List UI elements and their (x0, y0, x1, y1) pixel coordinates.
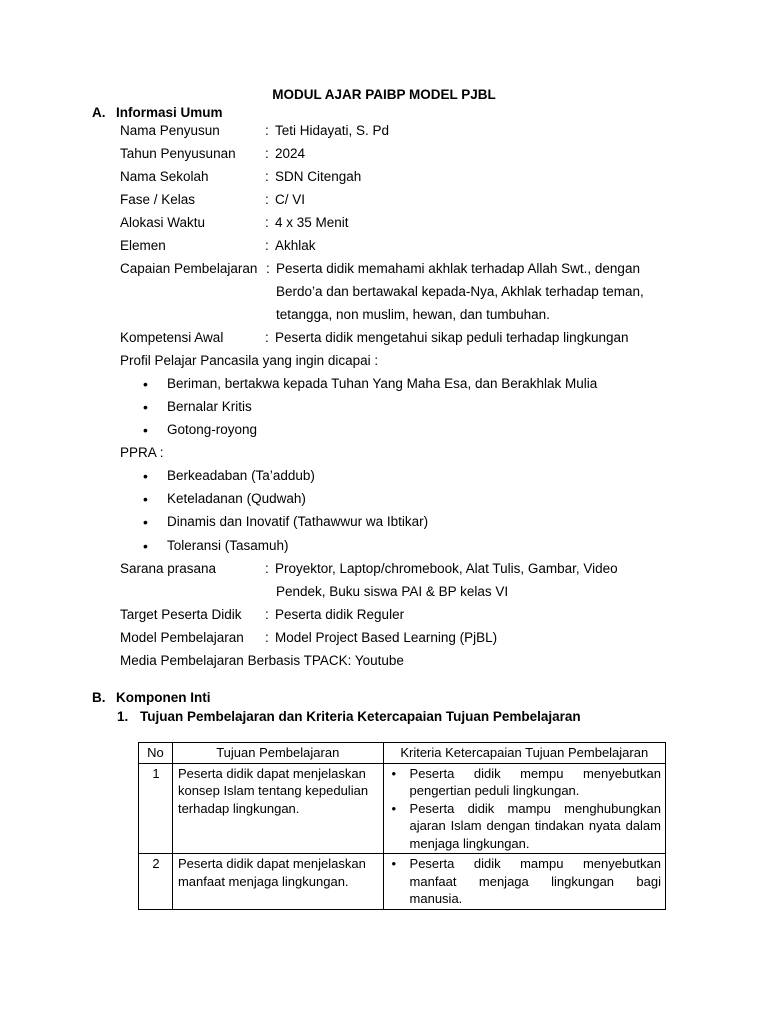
info-value-alokasi: 4 x 35 Menit (275, 215, 349, 230)
row-tujuan: Peserta didik dapat menjelaskan manfaat menjaga lingkungan. (172, 854, 383, 910)
ppra-item: Keteladanan (Qudwah) (167, 491, 306, 506)
tujuan-table (138, 742, 666, 910)
subsection-heading: Tujuan Pembelajaran dan Kriteria Ketercapaian Tujuan Pembelajaran (140, 709, 581, 724)
subsection-number: 1. (117, 709, 129, 724)
capaian-line-2: Berdo’a dan bertawakal kepada-Nya, Akhlak terhadap teman, (276, 284, 644, 299)
info-label-model: Model Pembelajaran (120, 630, 244, 645)
info-separator: : (265, 238, 269, 253)
bullet-icon: • (143, 422, 148, 438)
info-value-nama-penyusun: Teti Hidayati, S. Pd (275, 123, 390, 138)
info-value-fase-kelas: C/ VI (275, 192, 306, 207)
row-number: 1 (139, 763, 173, 854)
info-label-sekolah: Nama Sekolah (120, 169, 209, 184)
info-label-capaian: Capaian Pembelajaran (120, 261, 258, 276)
section-b-heading: Komponen Inti (116, 690, 211, 705)
bullet-icon: • (143, 491, 148, 507)
capaian-line-1: Peserta didik memahami akhlak terhadap Allah Swt., dengan (276, 261, 640, 276)
section-b-letter: B. (92, 690, 106, 705)
info-separator: : (265, 123, 269, 138)
info-separator: : (265, 215, 269, 230)
sarana-line-2: Pendek, Buku siswa PAI & BP kelas VI (276, 584, 509, 599)
ppra-item: Toleransi (Tasamuh) (167, 538, 289, 553)
ppra-item: Dinamis dan Inovatif (Tathawwur wa Ibtikar) (167, 514, 429, 529)
ppra-heading: PPRA : (120, 445, 164, 460)
table-row (139, 854, 666, 910)
header-no: No (139, 743, 173, 764)
bullet-icon: • (143, 514, 148, 530)
info-separator: : (265, 630, 269, 645)
section-a-heading: Informasi Umum (116, 105, 223, 120)
bullet-icon: • (143, 538, 148, 554)
info-label-alokasi: Alokasi Waktu (120, 215, 206, 230)
kriteria-item: • Peserta didik mempu menyebutkan pengertian peduli lingkungan. (389, 765, 661, 800)
info-value-tahun: 2024 (275, 146, 306, 161)
info-value-elemen: Akhlak (275, 238, 316, 253)
capaian-line-3: tetangga, non muslim, hewan, dan tumbuhan. (276, 307, 550, 322)
profil-item: Gotong-royong (167, 422, 258, 437)
row-kriteria (383, 854, 665, 910)
info-separator: : (265, 169, 269, 184)
info-separator: : (265, 561, 269, 576)
table-header-row (139, 743, 666, 764)
row-kriteria (383, 763, 665, 854)
ppra-item: Berkeadaban (Ta’addub) (167, 468, 315, 483)
profil-item: Beriman, bertakwa kepada Tuhan Yang Maha Esa, dan Berakhlak Mulia (167, 376, 598, 391)
info-separator: : (265, 607, 269, 622)
info-separator: : (265, 330, 269, 345)
info-value-kompetensi: Peserta didik mengetahui sikap peduli terhadap lingkungan (275, 330, 629, 345)
kriteria-item: • Peserta didik mampu menghubungkan ajaran Islam dengan tindakan nyata dalam menjaga lingkungan. (389, 800, 661, 853)
document-title: MODUL AJAR PAIBP MODEL PJBL (272, 87, 496, 102)
media-line: Media Pembelajaran Berbasis TPACK: Youtube (120, 653, 404, 668)
table-row (139, 763, 666, 854)
bullet-icon: • (143, 376, 148, 392)
profil-heading: Profil Pelajar Pancasila yang ingin dicapai : (120, 353, 379, 368)
info-label-nama-penyusun: Nama Penyusun (120, 123, 220, 138)
sarana-line-1: Proyektor, Laptop/chromebook, Alat Tulis, Gambar, Video (275, 561, 618, 576)
bullet-icon: • (143, 399, 148, 415)
info-label-sarana: Sarana prasana (120, 561, 217, 576)
section-a-letter: A. (92, 105, 106, 120)
row-number: 2 (139, 854, 173, 910)
info-separator: : (265, 192, 269, 207)
info-label-kompetensi: Kompetensi Awal (120, 330, 224, 345)
info-separator: : (266, 261, 270, 276)
bullet-icon: • (143, 468, 148, 484)
info-value-model: Model Project Based Learning (PjBL) (275, 630, 498, 645)
info-label-tahun: Tahun Penyusunan (120, 146, 236, 161)
info-label-fase-kelas: Fase / Kelas (120, 192, 196, 207)
info-label-elemen: Elemen (120, 238, 166, 253)
info-value-sekolah: SDN Citengah (275, 169, 362, 184)
info-separator: : (265, 146, 269, 161)
kriteria-item: • Peserta didik mampu menyebutkan manfaat menjaga lingkungan bagi manusia. (389, 855, 661, 908)
profil-item: Bernalar Kritis (167, 399, 252, 414)
header-tujuan: Tujuan Pembelajaran (172, 743, 383, 764)
info-label-target: Target Peserta Didik (120, 607, 242, 622)
row-tujuan: Peserta didik dapat menjelaskan konsep Islam tentang kepedulian terhadap lingkungan. (172, 763, 383, 854)
info-value-target: Peserta didik Reguler (275, 607, 405, 622)
header-kriteria: Kriteria Ketercapaian Tujuan Pembelajaran (383, 743, 665, 764)
